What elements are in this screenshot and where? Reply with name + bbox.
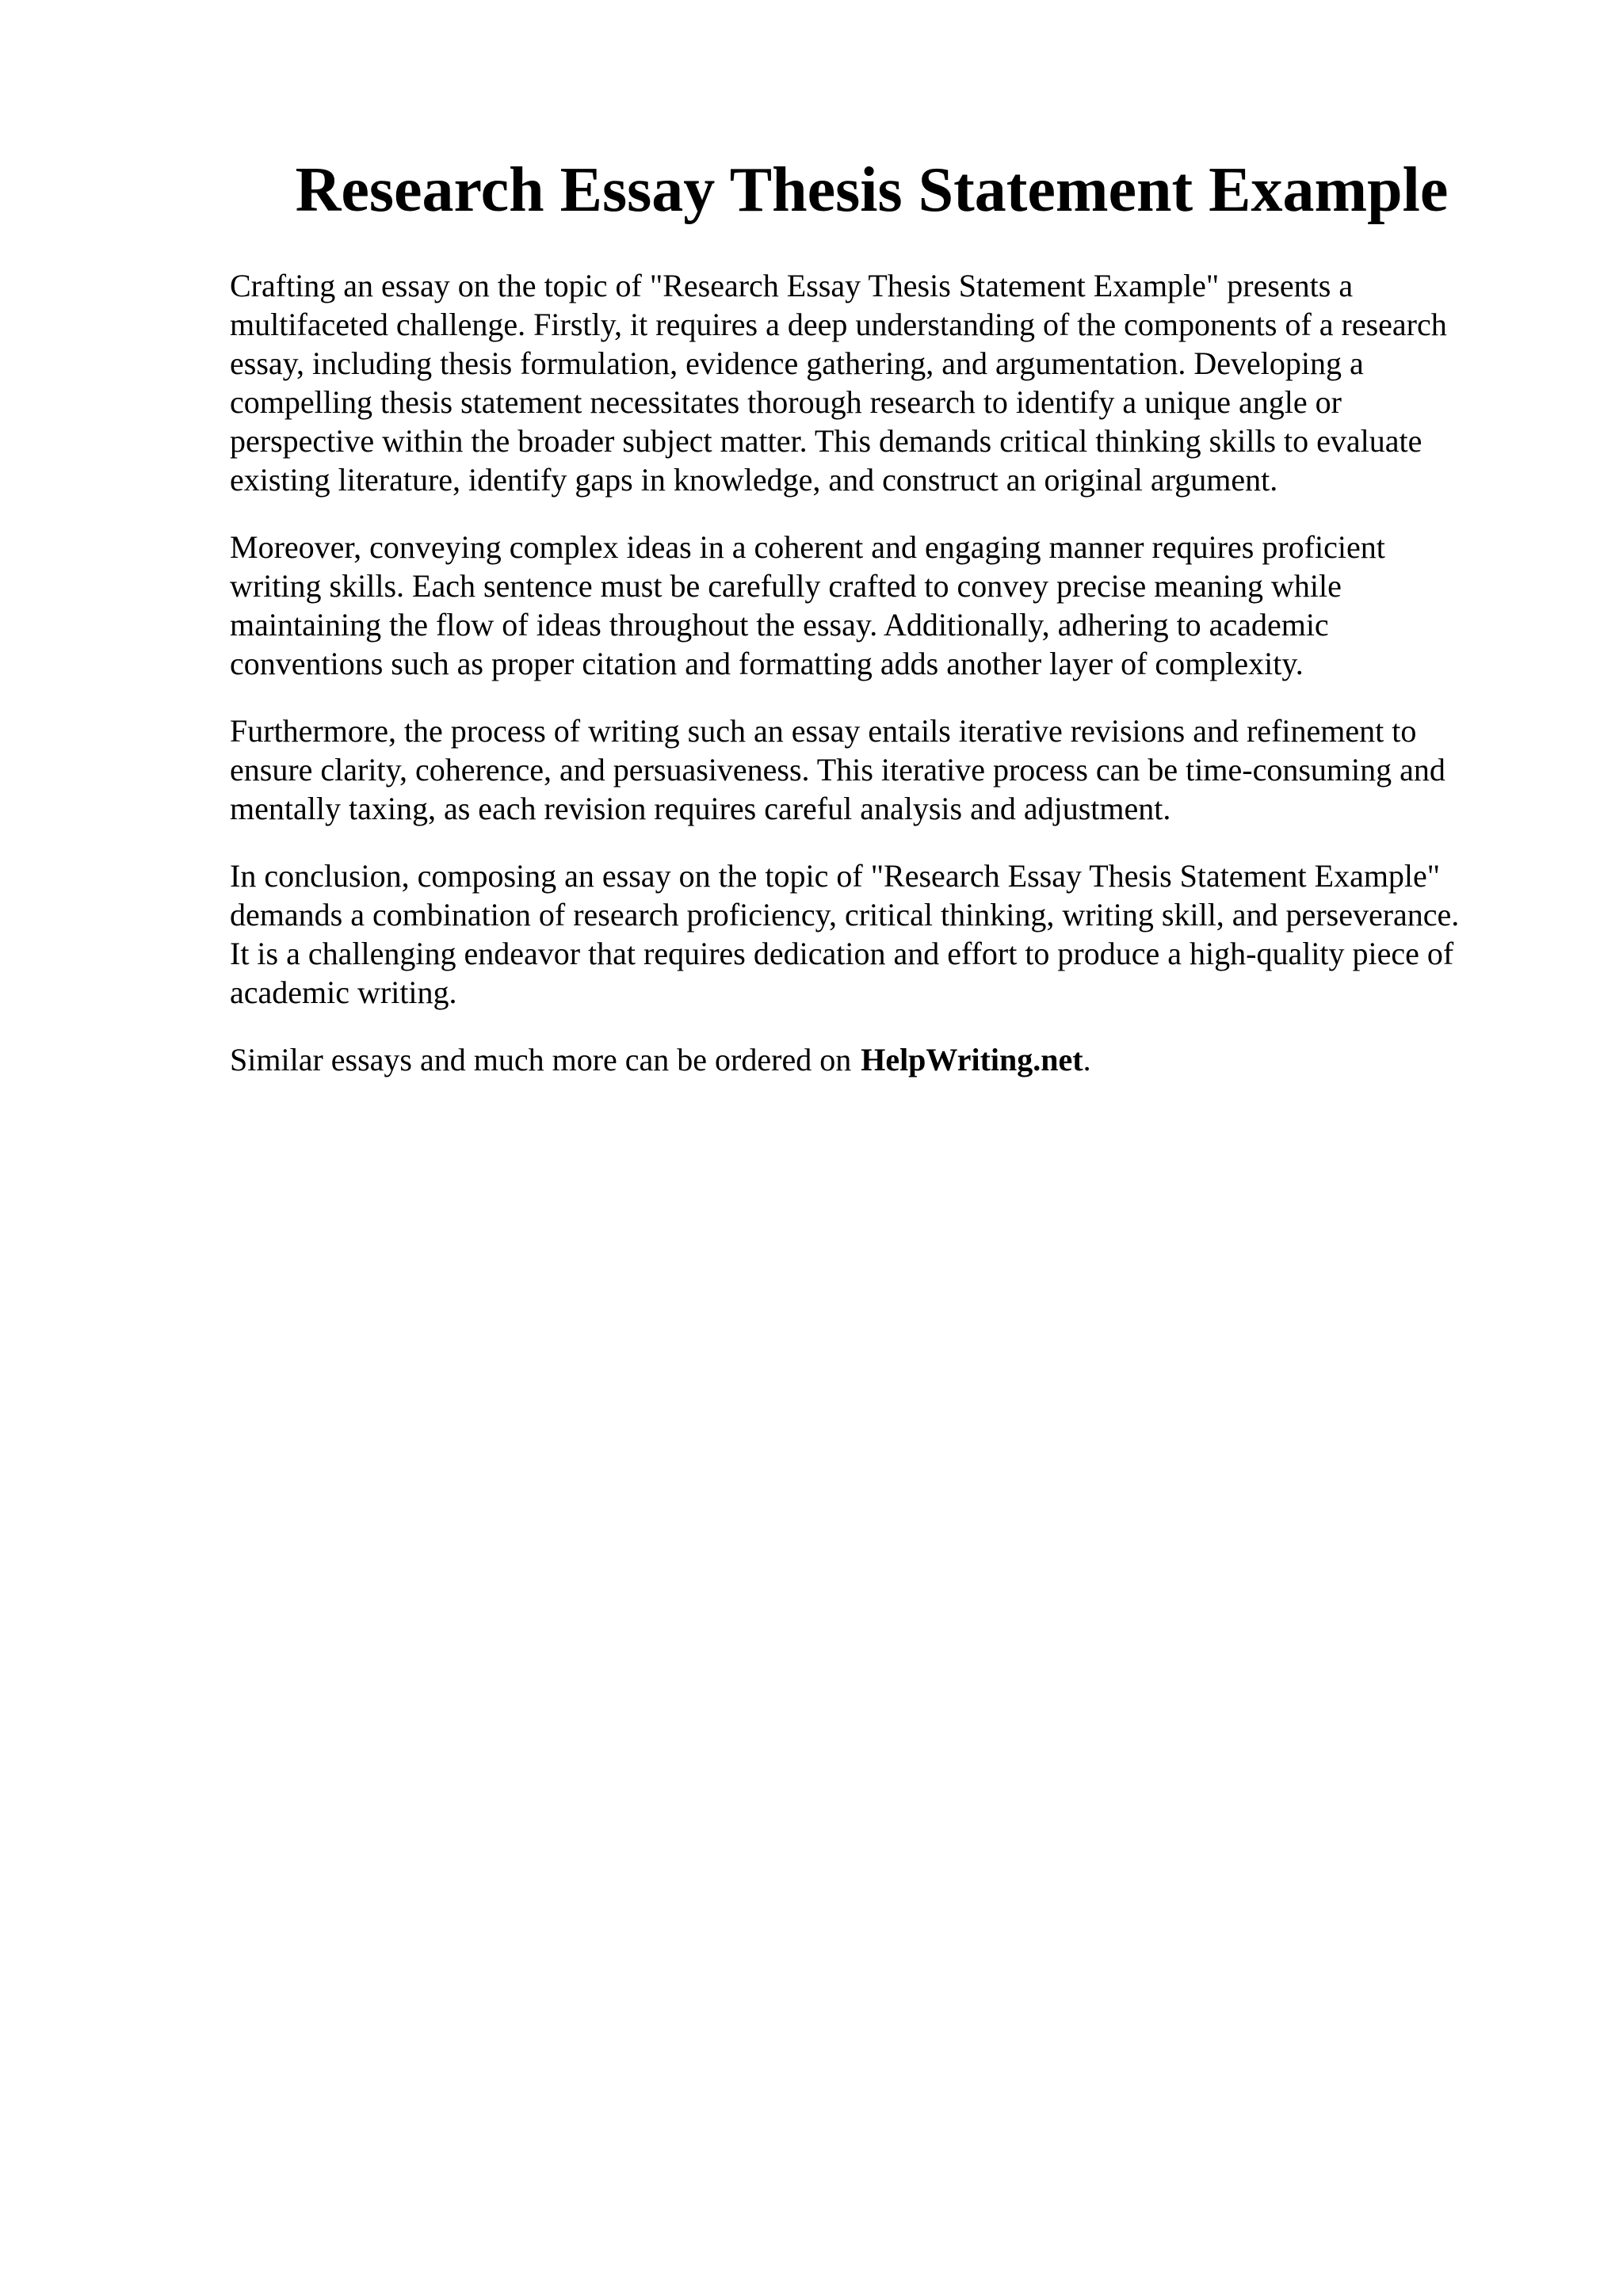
paragraph-line: academic writing. bbox=[230, 974, 457, 1010]
paragraph-4 bbox=[230, 856, 1514, 1012]
paragraph-line: Furthermore, the process of writing such an essay entails iterative revisions and refinement to bbox=[230, 713, 1417, 749]
paragraph-line: essay, including thesis formulation, evidence gathering, and argumentation. Developing a bbox=[230, 345, 1364, 381]
essay-body bbox=[230, 266, 1514, 1079]
paragraph-2 bbox=[230, 528, 1514, 683]
paragraph-1 bbox=[230, 266, 1514, 499]
paragraph-line: mentally taxing, as each revision requires careful analysis and adjustment. bbox=[230, 791, 1171, 826]
paragraph-line: demands a combination of research proficiency, critical thinking, writing skill, and perseverance. bbox=[230, 897, 1460, 933]
paragraph-line: Moreover, conveying complex ideas in a coherent and engaging manner requires proficient bbox=[230, 529, 1385, 565]
paragraph-line: ensure clarity, coherence, and persuasiveness. This iterative process can be time-consuming and bbox=[230, 752, 1445, 788]
paragraph-line: existing literature, identify gaps in knowledge, and construct an original argument. bbox=[230, 462, 1278, 498]
paragraph-line: conventions such as proper citation and formatting adds another layer of complexity. bbox=[230, 646, 1304, 681]
closing-line bbox=[230, 1040, 1514, 1079]
paragraph-line: It is a challenging endeavor that requires dedication and effort to produce a high-quality piece of bbox=[230, 936, 1454, 971]
paragraph-line: compelling thesis statement necessitates thorough research to identify a unique angle or bbox=[230, 384, 1342, 420]
page-title: Research Essay Thesis Statement Example bbox=[295, 155, 1449, 225]
paragraph-line: Crafting an essay on the topic of "Research Essay Thesis Statement Example" presents a bbox=[230, 268, 1354, 303]
paragraph-line: In conclusion, composing an essay on the topic of "Research Essay Thesis Statement Example" bbox=[230, 858, 1441, 894]
paragraph-3 bbox=[230, 711, 1514, 828]
paragraph-line: maintaining the flow of ideas throughout the essay. Additionally, adhering to academic bbox=[230, 607, 1329, 643]
closing-text: Similar essays and much more can be ordered on bbox=[230, 1042, 852, 1077]
brand-link[interactable]: HelpWriting.net bbox=[861, 1042, 1083, 1077]
closing-period: . bbox=[1083, 1042, 1091, 1077]
paragraph-line: multifaceted challenge. Firstly, it requires a deep understanding of the components of a research bbox=[230, 307, 1447, 342]
paragraph-line: writing skills. Each sentence must be carefully crafted to convey precise meaning while bbox=[230, 568, 1342, 604]
paragraph-line: perspective within the broader subject matter. This demands critical thinking skills to evaluate bbox=[230, 423, 1423, 459]
